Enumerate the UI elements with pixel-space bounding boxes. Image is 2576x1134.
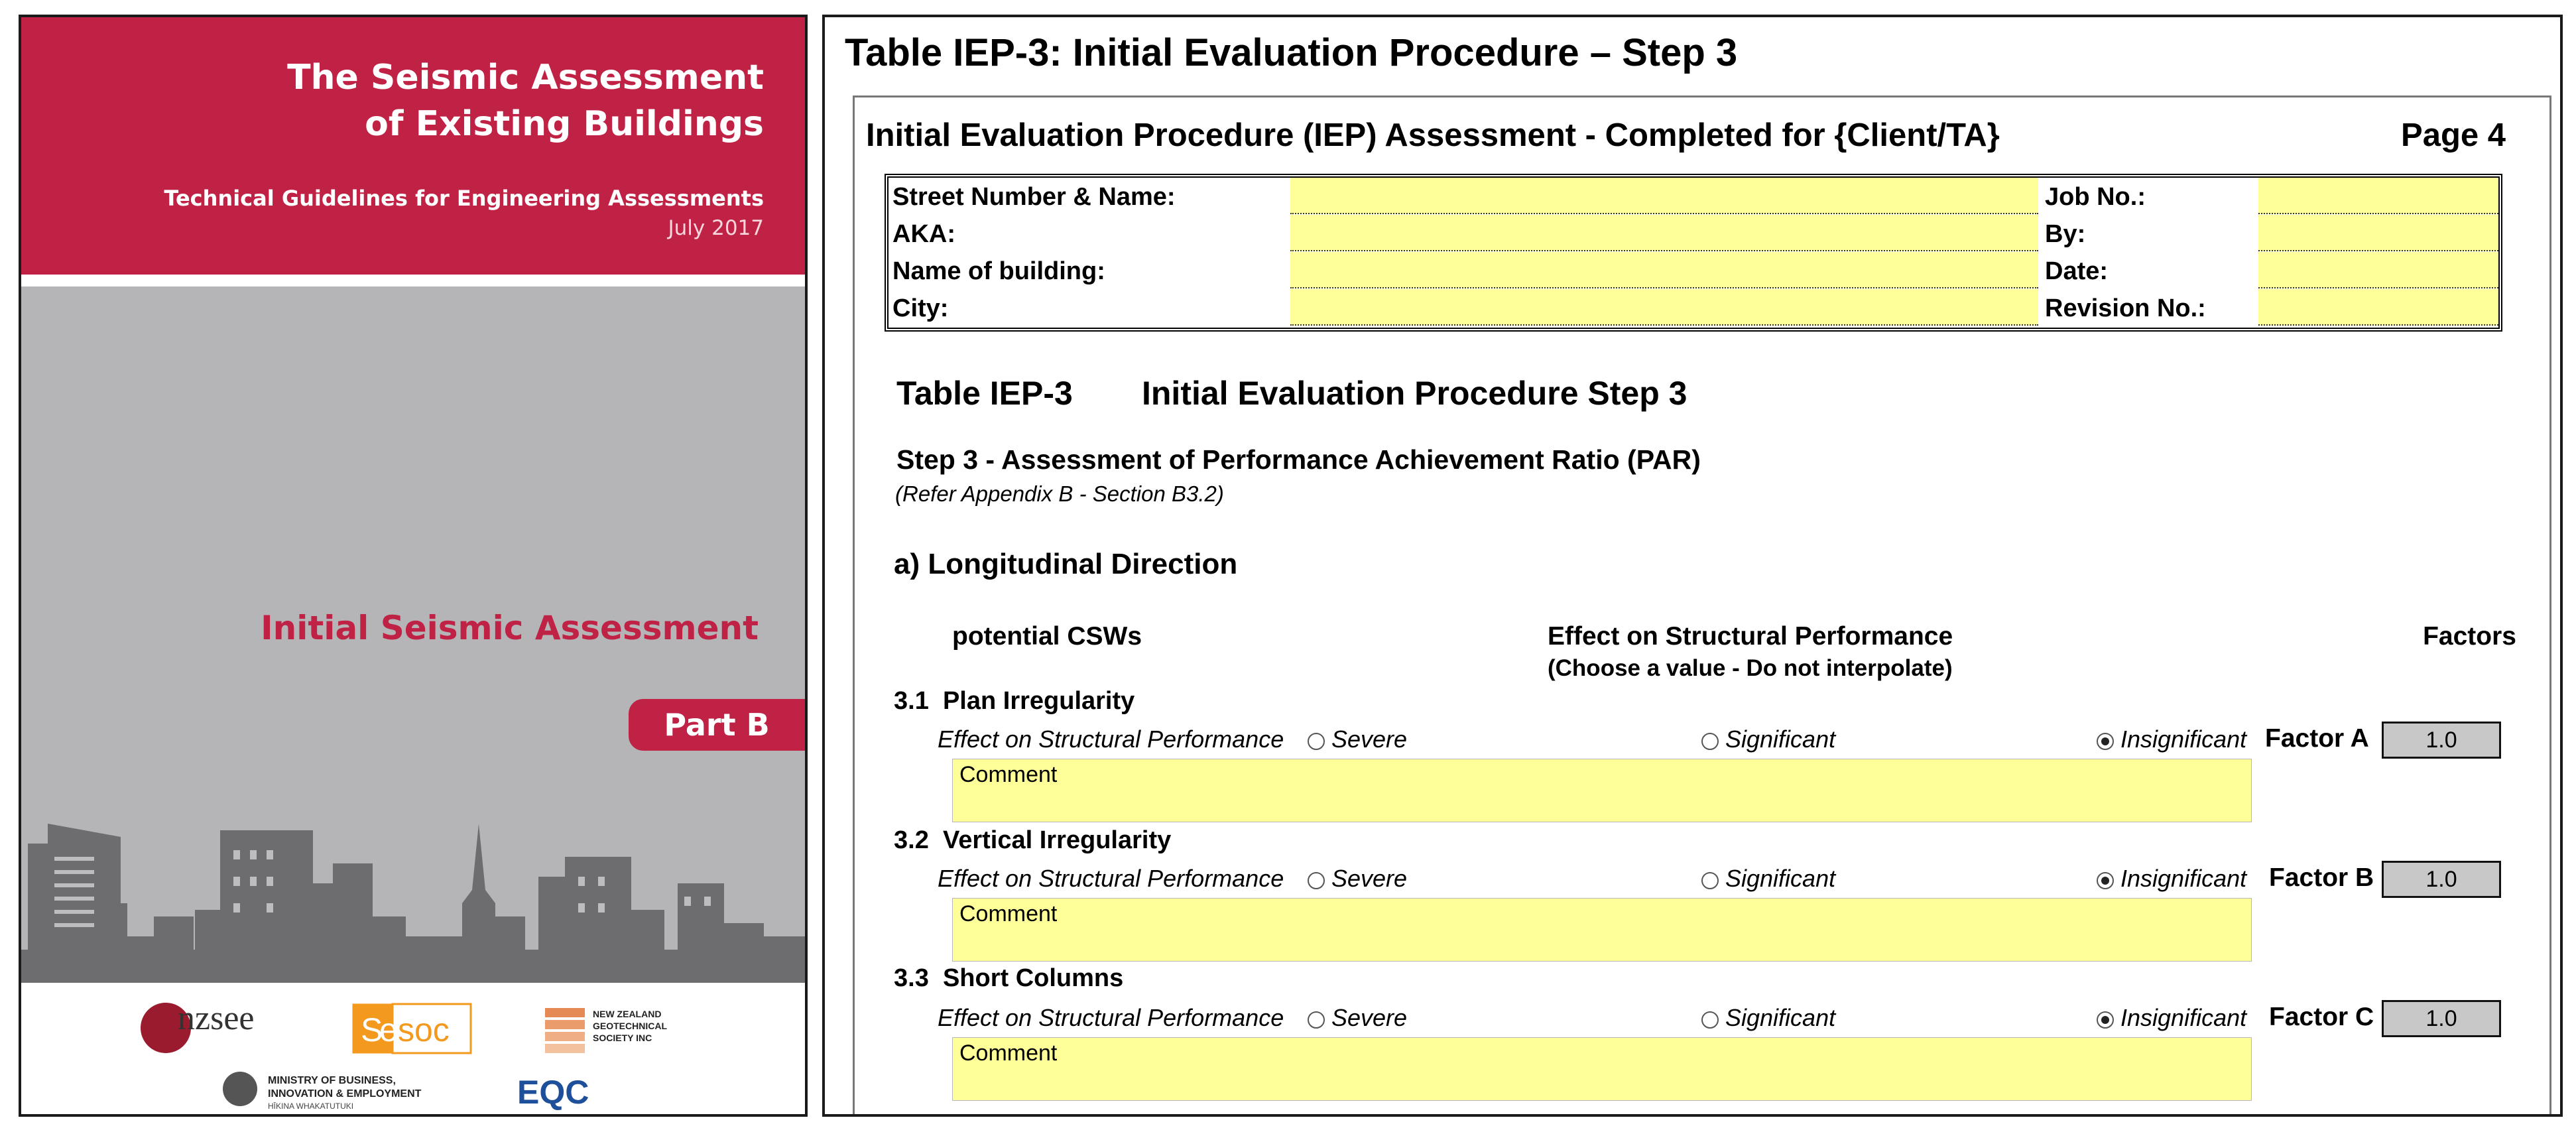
item-number: 3.1 bbox=[894, 687, 929, 715]
address-row bbox=[889, 215, 2498, 252]
comment-field[interactable]: Comment bbox=[952, 1037, 2252, 1101]
sheet-title: Initial Evaluation Procedure (IEP) Assessment - Completed for {Client/TA} bbox=[866, 117, 2000, 153]
cover-section-title: Initial Seismic Assessment bbox=[261, 609, 759, 647]
item-title bbox=[894, 687, 1135, 716]
job-no-label: Job No.: bbox=[2045, 183, 2146, 211]
partner-logos-graphic bbox=[21, 983, 805, 1117]
radio-icon[interactable] bbox=[1701, 1011, 1719, 1029]
table-label: Table IEP-3 bbox=[896, 375, 1073, 412]
option-label: Insignificant bbox=[2120, 725, 2247, 753]
aka-label: AKA: bbox=[892, 220, 955, 248]
svg-text:GEOTECHNICAL: GEOTECHNICAL bbox=[593, 1021, 667, 1031]
by-label: By: bbox=[2045, 220, 2086, 248]
option-severe[interactable] bbox=[1308, 865, 1407, 893]
report-cover bbox=[19, 15, 808, 1117]
option-label: Significant bbox=[1725, 865, 1836, 892]
radio-icon[interactable] bbox=[1701, 733, 1719, 750]
date-label: Date: bbox=[2045, 257, 2109, 285]
comment-field[interactable]: Comment bbox=[952, 759, 2252, 822]
svg-text:nzsee: nzsee bbox=[178, 999, 255, 1037]
building-name-field[interactable] bbox=[1290, 252, 2038, 288]
radio-icon[interactable] bbox=[1701, 872, 1719, 889]
reference-note: (Refer Appendix B - Section B3.2) bbox=[895, 481, 1224, 506]
cover-divider bbox=[21, 275, 805, 286]
radio-icon[interactable] bbox=[1308, 1011, 1325, 1029]
item-number: 3.2 bbox=[894, 826, 929, 854]
radio-icon[interactable] bbox=[1308, 733, 1325, 750]
option-insignificant[interactable] bbox=[2097, 1004, 2246, 1032]
item-name: Short Columns bbox=[942, 964, 1124, 992]
cover-title bbox=[287, 54, 764, 147]
aka-field[interactable] bbox=[1290, 215, 2038, 251]
option-label: Severe bbox=[1331, 725, 1408, 753]
table-title: Initial Evaluation Procedure Step 3 bbox=[1142, 375, 1687, 412]
svg-text:SOCIETY INC: SOCIETY INC bbox=[593, 1033, 652, 1043]
option-insignificant[interactable] bbox=[2097, 725, 2246, 753]
factor-value: 1.0 bbox=[2382, 722, 2501, 759]
cover-title-line2: of Existing Buildings bbox=[365, 104, 764, 144]
cover-partner-logos bbox=[21, 983, 805, 1117]
effect-label: Effect on Structural Performance bbox=[938, 865, 1284, 892]
step-title: Step 3 - Assessment of Performance Achievement Ratio (PAR) bbox=[896, 444, 1701, 475]
item-title bbox=[894, 826, 1171, 855]
factor-value: 1.0 bbox=[2382, 1000, 2501, 1037]
option-label: Severe bbox=[1331, 865, 1408, 892]
effect-label: Effect on Structural Performance bbox=[938, 725, 1284, 753]
option-significant[interactable] bbox=[1701, 725, 1835, 753]
option-label: Significant bbox=[1725, 1004, 1836, 1031]
street-label: Street Number & Name: bbox=[892, 183, 1176, 211]
radio-selected-icon[interactable] bbox=[2097, 872, 2114, 889]
svg-text:soc: soc bbox=[398, 1011, 450, 1048]
option-label: Insignificant bbox=[2120, 865, 2247, 892]
svg-text:NEW ZEALAND: NEW ZEALAND bbox=[593, 1009, 662, 1019]
revision-field[interactable] bbox=[2258, 289, 2498, 326]
svg-text:EQC: EQC bbox=[517, 1074, 589, 1111]
cover-illustration-panel bbox=[21, 286, 805, 983]
radio-selected-icon[interactable] bbox=[2097, 1011, 2114, 1029]
factor-label: Factor B bbox=[2269, 863, 2374, 892]
comment-field[interactable]: Comment bbox=[952, 898, 2252, 962]
page-number: Page 4 bbox=[2401, 117, 2506, 153]
page-title: Table IEP-3: Initial Evaluation Procedure – Step 3 bbox=[845, 31, 1738, 74]
address-block bbox=[885, 174, 2502, 332]
item-title bbox=[894, 964, 1123, 993]
column-header-factors: Factors bbox=[2423, 622, 2516, 651]
item-name: Vertical Irregularity bbox=[942, 826, 1172, 854]
radio-selected-icon[interactable] bbox=[2097, 733, 2114, 750]
city-field[interactable] bbox=[1290, 289, 2038, 326]
option-significant[interactable] bbox=[1701, 865, 1835, 893]
svg-text:MINISTRY OF BUSINESS,: MINISTRY OF BUSINESS, bbox=[268, 1075, 396, 1086]
option-severe[interactable] bbox=[1308, 725, 1407, 753]
cover-title-line1: The Seismic Assessment bbox=[287, 58, 764, 97]
cover-date: July 2017 bbox=[668, 216, 764, 240]
option-label: Severe bbox=[1331, 1004, 1408, 1031]
cover-subtitle: Technical Guidelines for Engineering Assessments bbox=[164, 186, 764, 211]
by-field[interactable] bbox=[2258, 215, 2498, 251]
item-name: Plan Irregularity bbox=[942, 687, 1135, 715]
option-label: Significant bbox=[1725, 725, 1836, 753]
option-label: Insignificant bbox=[2120, 1004, 2247, 1031]
svg-text:INNOVATION & EMPLOYMENT: INNOVATION & EMPLOYMENT bbox=[268, 1088, 422, 1100]
part-badge: Part B bbox=[629, 699, 805, 751]
radio-icon[interactable] bbox=[1308, 872, 1325, 889]
building-name-label: Name of building: bbox=[892, 257, 1105, 285]
column-header-effect-note: (Choose a value - Do not interpolate) bbox=[1548, 655, 1953, 681]
column-header-csw: potential CSWs bbox=[952, 622, 1142, 651]
svg-text:S: S bbox=[361, 1011, 383, 1048]
option-insignificant[interactable] bbox=[2097, 865, 2246, 893]
factor-label: Factor C bbox=[2269, 1003, 2374, 1031]
cover-header-band bbox=[21, 17, 805, 275]
address-row bbox=[889, 178, 2498, 215]
column-header-effect: Effect on Structural Performance bbox=[1548, 622, 1953, 651]
job-no-field[interactable] bbox=[2258, 178, 2498, 214]
factor-label: Factor A bbox=[2265, 724, 2369, 753]
street-name-field[interactable] bbox=[1290, 178, 2038, 214]
item-number: 3.3 bbox=[894, 964, 929, 992]
direction-heading: a) Longitudinal Direction bbox=[894, 548, 1238, 580]
option-severe[interactable] bbox=[1308, 1004, 1407, 1032]
svg-text:e: e bbox=[379, 1011, 398, 1048]
svg-text:HĪKINA WHAKATUTUKI: HĪKINA WHAKATUTUKI bbox=[268, 1102, 354, 1111]
factor-value: 1.0 bbox=[2382, 861, 2501, 898]
option-significant[interactable] bbox=[1701, 1004, 1835, 1032]
revision-label: Revision No.: bbox=[2045, 294, 2206, 322]
address-row bbox=[889, 252, 2498, 289]
date-field[interactable] bbox=[2258, 252, 2498, 288]
address-row bbox=[889, 289, 2498, 326]
city-label: City: bbox=[892, 294, 949, 322]
effect-label: Effect on Structural Performance bbox=[938, 1004, 1284, 1031]
iep-form-page bbox=[822, 15, 2563, 1117]
